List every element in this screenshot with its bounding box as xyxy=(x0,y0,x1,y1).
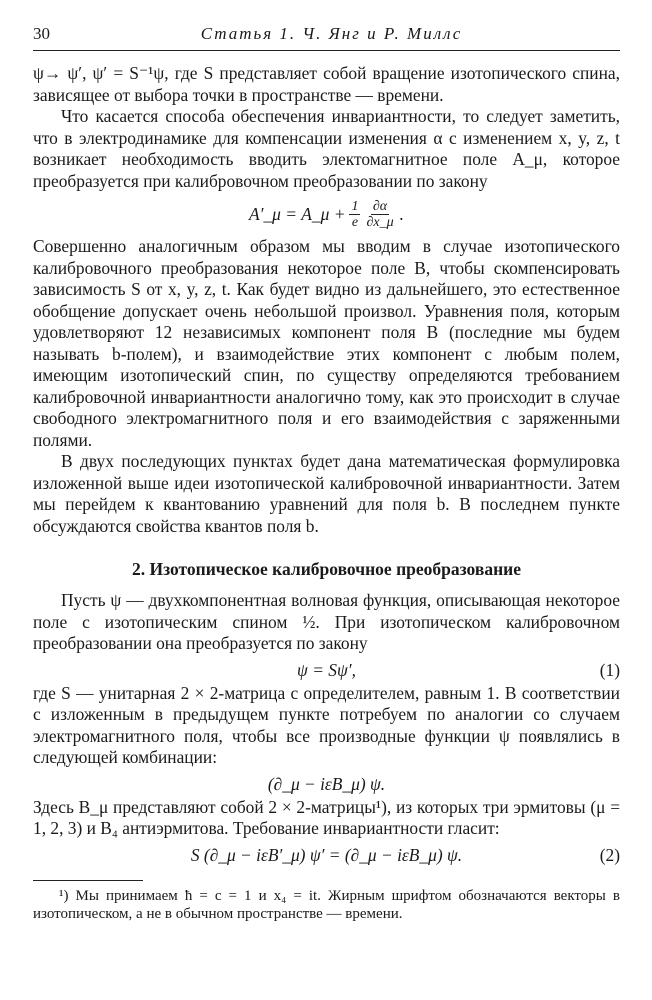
paragraph-outline: В двух последующих пунктах будет дана математическая формулировка изложенной выше идеи изотопической калибровочной инвариантности. Затем мы перейдем к квантованию уравнений для поля b. В последнем пункте обсуждаются свойства квантов поля b. xyxy=(33,451,620,536)
paragraph-unitary: где S — унитарная 2 × 2-матрица с определителем, равным 1. В соответствии с изложенным в предыдущем пункте потребуем по аналогии со случаем электромагнитного поля, чтобы все производные функции ψ появлялись в следующей комбинации: xyxy=(33,682,620,767)
header-rule xyxy=(33,50,620,51)
fraction-derivative xyxy=(364,199,395,230)
section-heading: 2. Изотопическое калибровочное преобразование xyxy=(131,559,522,579)
fraction-one-over-e xyxy=(349,199,360,230)
paragraph-matrices: Здесь B_μ представляют собой 2 × 2-матрицы¹), из которых три эрмитовы (μ = 1, 2, 3) и B₄ антиэрмитова. Требование инвариантности гласит: xyxy=(33,796,620,838)
equation-end: . xyxy=(399,204,404,224)
footnote-rule xyxy=(33,880,143,881)
fraction-numerator: ∂α xyxy=(372,198,388,214)
equation-2-number: (2) xyxy=(599,844,620,865)
equation-combination-body: (∂_μ − iεB_μ) ψ. xyxy=(267,773,386,794)
paragraph-transform: ψ→ ψ′, ψ′ = S⁻¹ψ, где S представляет собой вращение изотопического спина, зависящее от выбора точки в пространстве — времени. xyxy=(33,63,620,105)
paragraph-electrodynamics: Что касается способа обеспечения инвариантности, то следует заметить, что в электродинамике для компенсации изменения α с изменением x, y, z, t возникает необходимость вводить электомагнитное поле A_μ, которое преобразуется при калибровочном преобразовании по закону xyxy=(33,106,620,191)
equation-1-body: ψ = Sψ′, xyxy=(297,659,356,680)
running-title: Статья 1. Ч. Янг и Р. Миллс xyxy=(200,24,463,43)
footnote: ¹) Мы принимаем ħ = c = 1 и x₄ = it. Жирным шрифтом обозначаются векторы в изотопическом, а не в обычном пространстве — времени. xyxy=(33,887,620,922)
equation-1 xyxy=(33,659,620,681)
equation-2 xyxy=(33,844,620,866)
fraction-numerator: 1 xyxy=(351,198,359,214)
fraction-denominator: e xyxy=(351,214,359,230)
equation-gauge-lhs: A′_μ = A_μ + xyxy=(249,204,346,224)
equation-2-body: S (∂_μ − iεB′_μ) ψ′ = (∂_μ − iεB_μ) ψ. xyxy=(190,844,463,865)
equation-1-number: (1) xyxy=(599,659,620,680)
equation-gauge-em xyxy=(33,194,620,234)
paragraph-wavefunction: Пусть ψ — двухкомпонентная волновая функция, описывающая некоторое поле с изотопическим спином ½. При изотопическом калибровочном преобразовании она преобразуется по закону xyxy=(33,590,620,653)
fraction-denominator: ∂x_μ xyxy=(366,214,394,230)
page-number: 30 xyxy=(33,24,50,43)
equation-combination xyxy=(33,773,620,795)
paragraph-analogy: Совершенно аналогичным образом мы вводим в случае изотопического калибровочного преобразования некоторое поле B, чтобы скомпенсировать зависимость S от x, y, z, t. Как будет видно из дальнейшего, это естественное обобщение допускает очень небольшой произвол. Уравнения поля, которым удовлетворяют 12 независимых компонент поля B (последние мы будем называть b-полем), и взаимодействие этих компонент с любым полем, имеющим изотопический спин, по существу определяются требованием калибровочной инвариантности аналогично тому, как это происходит в случае свободного электромагнитного поля и его взаимодействия с заряженными полями. xyxy=(33,236,620,450)
running-head xyxy=(33,24,620,48)
